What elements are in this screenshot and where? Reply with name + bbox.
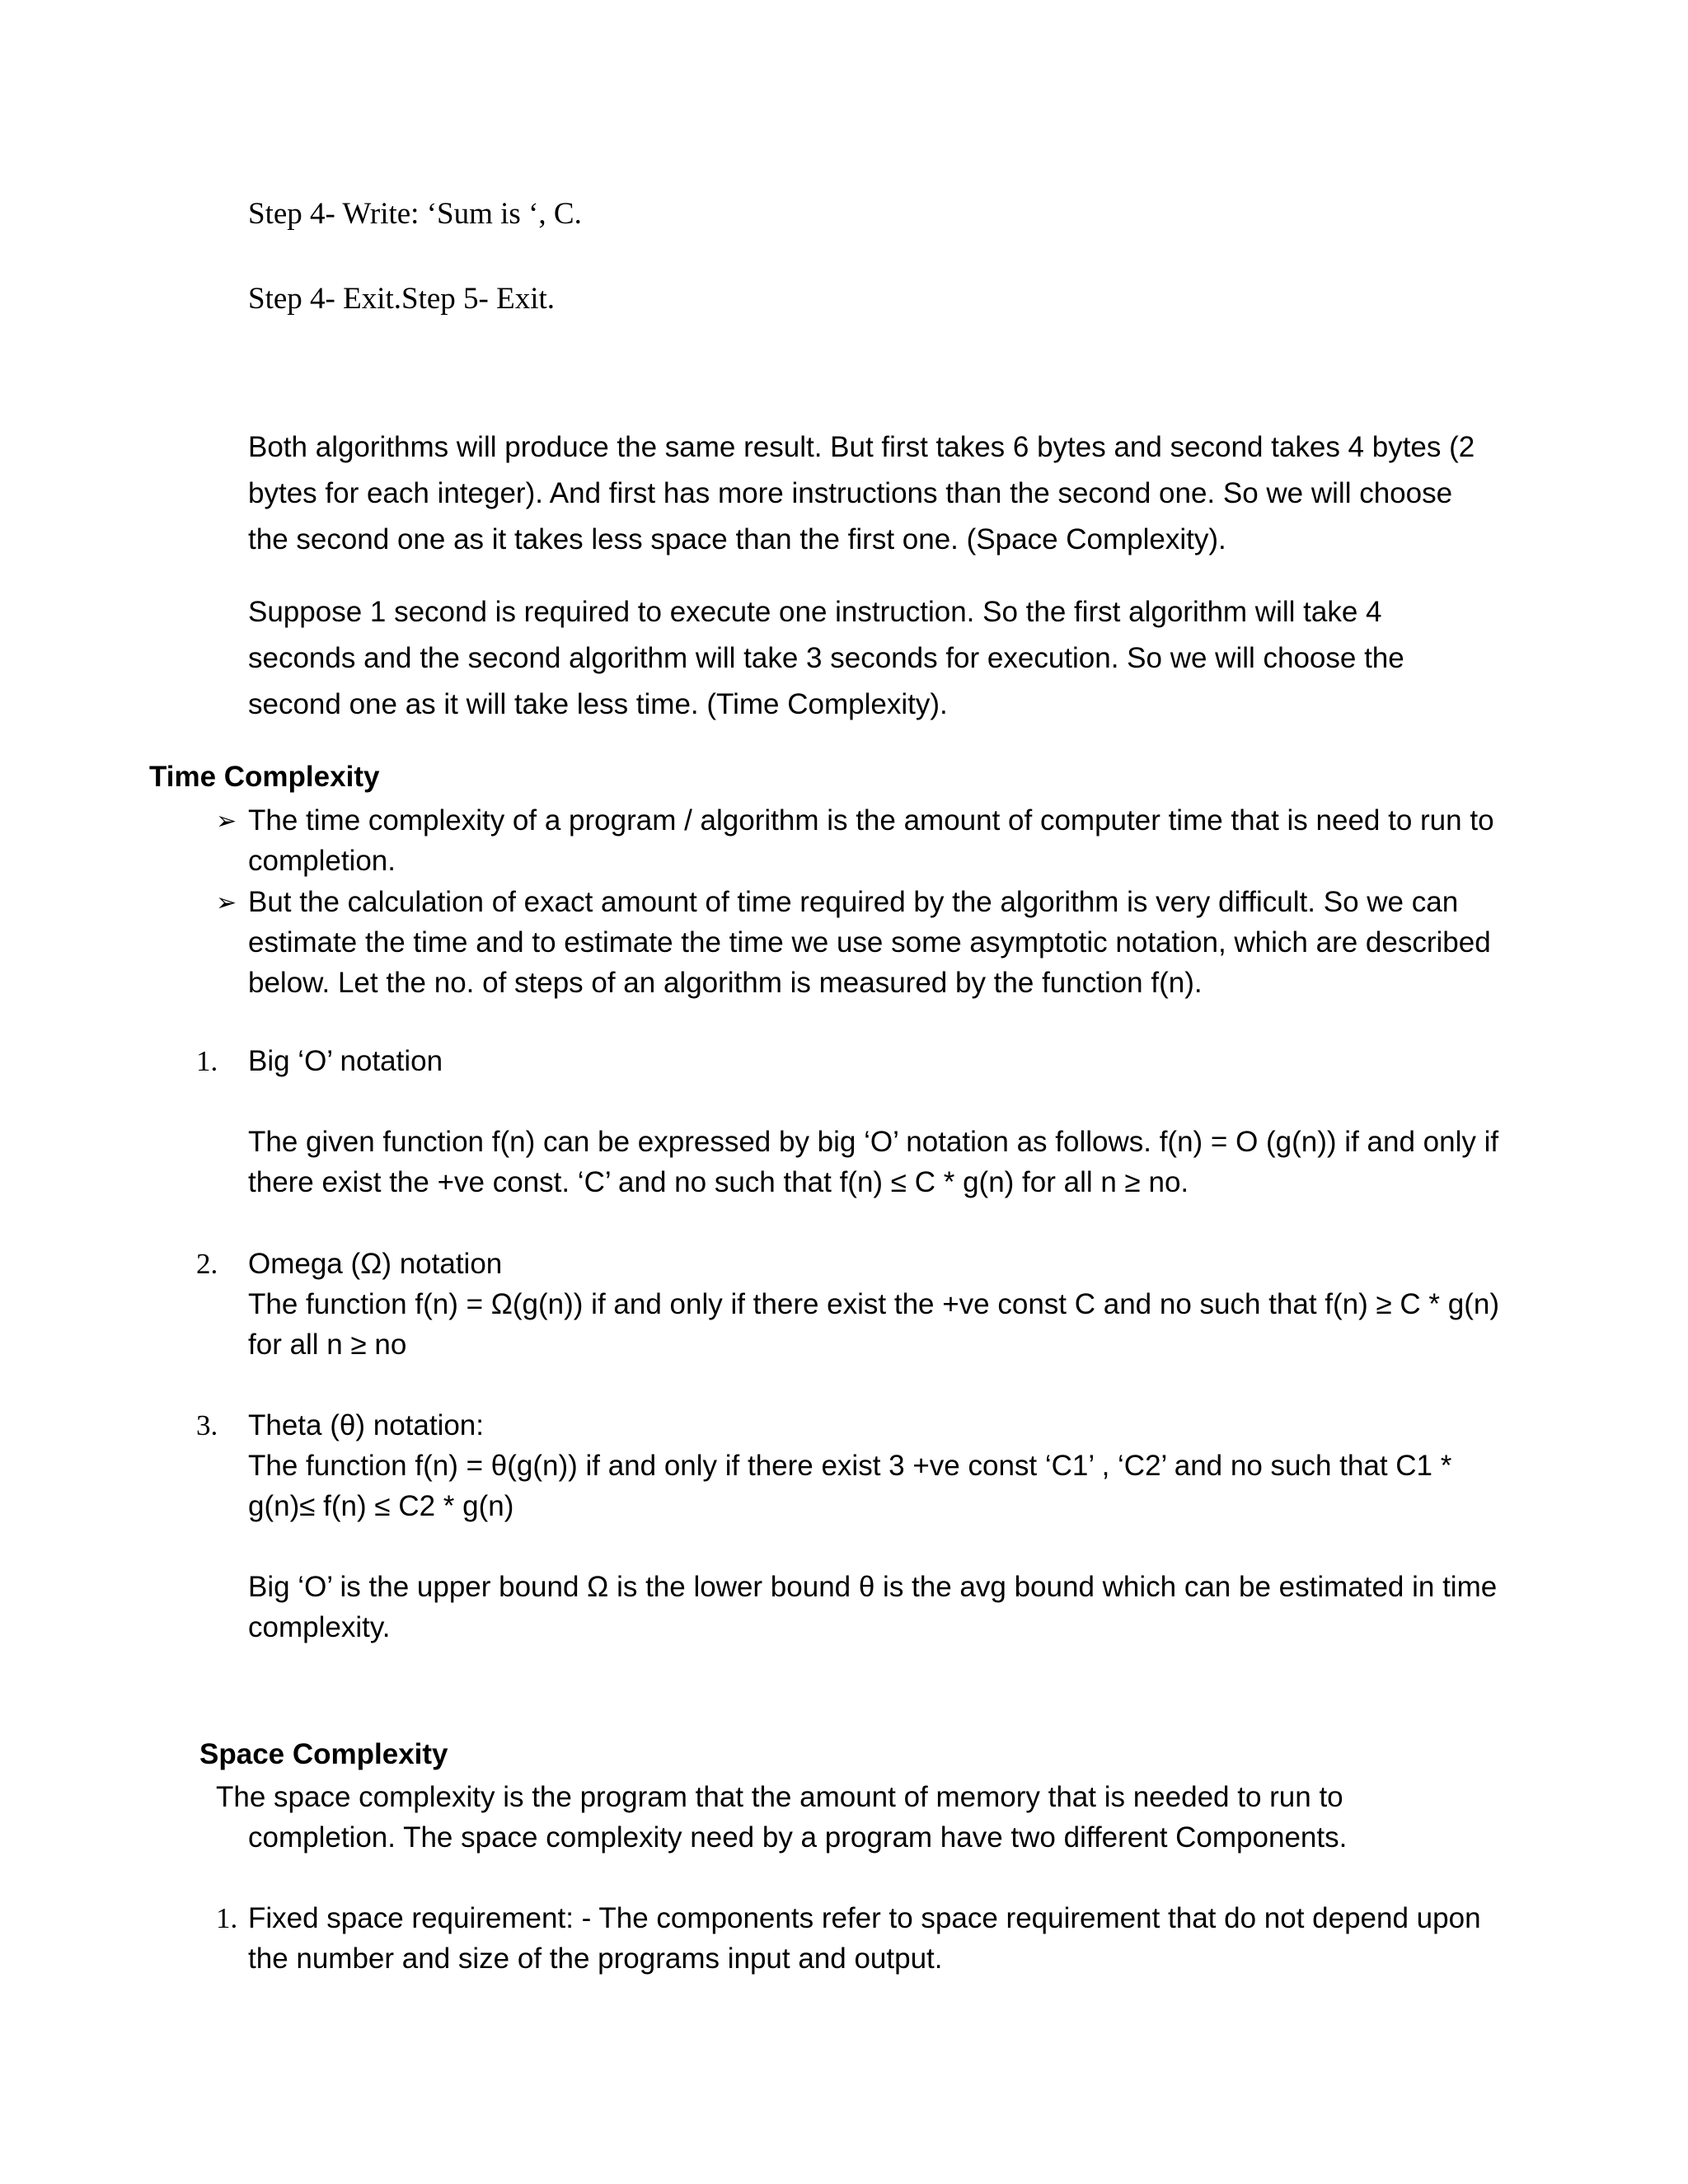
- notation-title: Theta (θ) notation:: [248, 1409, 484, 1441]
- list-number: 1.: [216, 1902, 238, 1934]
- bounds-summary: Big ‘O’ is the upper bound Ω is the lower bound θ is the avg bound which can be estimated in time complexity.: [248, 1571, 1498, 1643]
- arrow-bullet-icon: ➢: [216, 889, 237, 916]
- step-4-exit: Step 4- Exit.Step 5- Exit.: [248, 282, 556, 316]
- time-comparison-paragraph: Suppose 1 second is required to execute one instruction. So the first algorithm will take 4 seconds and the second algorithm will take 3 seconds for execution. So we will choose the second one as it will take less time. (Time Complexity).: [248, 596, 1404, 720]
- list-number: 2.: [196, 1248, 218, 1280]
- fixed-space-requirement: Fixed space requirement: - The components refer to space requirement that do not depend upon the number and size of the programs input and output.: [248, 1902, 1481, 1975]
- time-complexity-heading: Time Complexity: [149, 761, 380, 793]
- time-complexity-bullet: But the calculation of exact amount of time required by the algorithm is very difficult. So we can estimate the time and to estimate the time we use some asymptotic notation, which are described below. Let the no. of steps of an algorithm is measured by the function f(n).: [248, 886, 1491, 999]
- notation-description: The function f(n) = θ(g(n)) if and only if there exist 3 +ve const ‘C1’ , ‘C2’ and no such that C1 * g(n)≤ f(n) ≤ C2 * g(n): [248, 1450, 1452, 1522]
- time-complexity-bullet: The time complexity of a program / algorithm is the amount of computer time that is need to run to completion.: [248, 804, 1494, 877]
- space-comparison-paragraph: Both algorithms will produce the same result. But first takes 6 bytes and second takes 4 bytes (2 bytes for each integer). And first has more instructions than the second one. So we will choose the second one as it takes less space than the first one. (Space Complexity).: [248, 431, 1475, 555]
- space-complexity-intro-continued: completion. The space complexity need by a program have two different Components.: [248, 1821, 1348, 1854]
- notation-title: Omega (Ω) notation: [248, 1248, 503, 1280]
- step-4-write: Step 4- Write: ‘Sum is ‘, C.: [248, 197, 582, 231]
- arrow-bullet-icon: ➢: [216, 808, 237, 835]
- list-number: 3.: [196, 1409, 218, 1441]
- space-complexity-heading: Space Complexity: [199, 1738, 448, 1770]
- notation-description: The function f(n) = Ω(g(n)) if and only if there exist the +ve const C and no such that f(n) ≥ C * g(n) for all n ≥ no: [248, 1288, 1500, 1361]
- notation-description: The given function f(n) can be expressed by big ‘O’ notation as follows. f(n) = O (g(n)) if and only if there exist the +ve const. ‘C’ and no such that f(n) ≤ C * g(n) for all n ≥ no.: [248, 1126, 1499, 1198]
- space-complexity-intro: The space complexity is the program that the amount of memory that is needed to run to: [216, 1781, 1343, 1813]
- notation-title: Big ‘O’ notation: [248, 1045, 443, 1077]
- list-number: 1.: [196, 1045, 218, 1077]
